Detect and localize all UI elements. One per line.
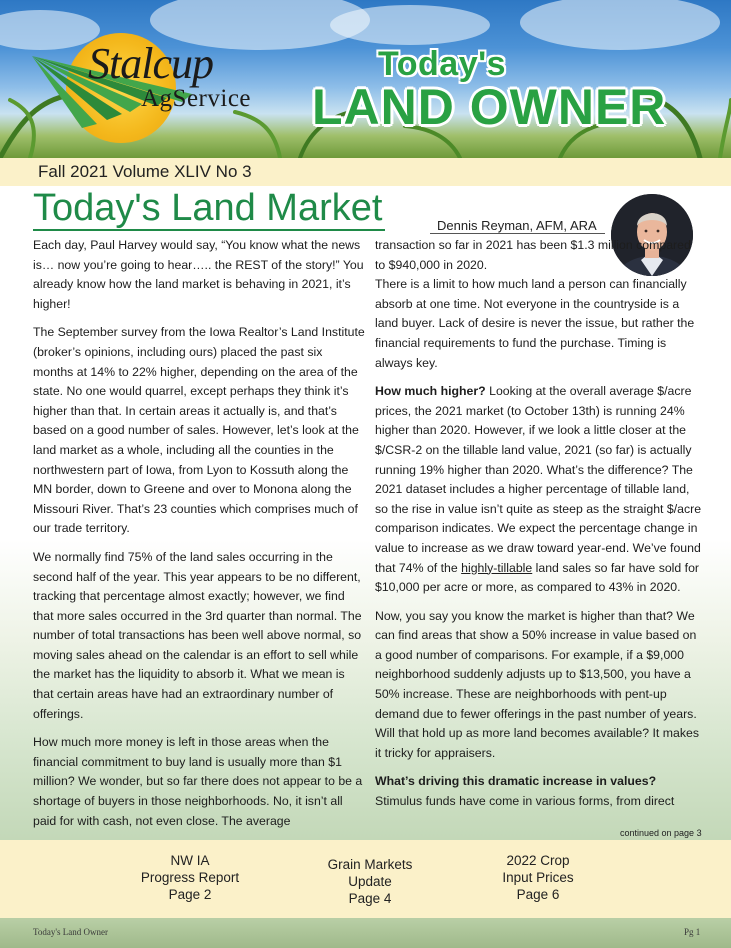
footer-item-line: Progress Report [140, 870, 240, 885]
article-column-2 [375, 236, 703, 821]
footer-item-progress-report[interactable] [120, 852, 260, 903]
footer-item-page: Page 6 [516, 887, 560, 902]
footer-item-line: Grain Markets [327, 857, 413, 872]
title-underline [33, 229, 385, 231]
running-title: Today's Land Owner [33, 927, 108, 937]
paragraph: We normally find 75% of the land sales occurring in the second half of the year. This year appears to be no different, tracking that percentage almost exactly; however, we find that more sales occurred in the 3rd quarter than normal. The number of total transactions has been well above normal, so moving sales ahead on the calendar is an effort to sell while the market has the liquidity to absorb it. What we mean is that certain areas have had an extraordinary number of offerings. [33, 549, 362, 721]
masthead-line-1: Today's [378, 45, 507, 83]
logo-subtitle: AgService [141, 85, 252, 112]
paragraph-text: Looking at the overall average $/acre prices, the 2021 market (to October 13th) is running 24% higher than 2020. However, if we look a little closer at the $/CSR-2 on the tillable land value, 2021 (so far) is actually running 19% higher than 2020. What’s the difference? The 2021 dataset includes a higher percentage of tillable land, so the rise in value isn’t quite as steep as the straight $/acre comparison indicates. We expect the percentage change in value to increase as we draw toward year-end. We’ve found that 74% of the [375, 384, 702, 575]
underlined-term: highly-tillable [461, 560, 533, 575]
footer-item-line: Input Prices [502, 870, 574, 885]
page-number: Pg 1 [684, 927, 701, 937]
footer-item-page: Page 2 [168, 887, 212, 902]
footer-item-page: Page 4 [348, 891, 392, 906]
subheading: How much higher? [375, 384, 486, 399]
paragraph-text: land sales so far have sold for $10,000 per acre or more, as compared to 43% in 2020. [375, 560, 700, 595]
footer-item-line: NW IA [170, 853, 210, 868]
paragraph [375, 382, 703, 598]
paragraph: How much more money is left in those areas when the financial commitment to buy land is usually more than $1 million? We wonder, but so far there does not appear to be a shortage of buyers in those neighborhoods. No, it isn’t all paid for with cash, not even close. The average [33, 735, 363, 828]
footer-item-line: 2022 Crop [506, 853, 570, 868]
paragraph: The September survey from the Iowa Realtor’s Land Institute (broker’s opinions, including ours) placed the past six months at 14% to 22% higher, depending on the area of the state. No one would quarrel, except perhaps they think it’s higher than that. In certain areas it actually is, and that’s based on a good number of sales. However, let’s look at the land market as a whole, including all the counties in the northwestern part of Iowa, from Lyon to Kossuth along the MN border, down to Greene and over to Monona along the Missouri River. That’s 23 counties which comprises much of our trade territory. [33, 325, 365, 536]
continued-note: continued on page 3 [620, 828, 702, 838]
masthead-banner [0, 0, 731, 158]
footer-item-input-prices[interactable] [468, 852, 608, 903]
subheading-text: What’s driving this dramatic increase in values? [375, 774, 657, 789]
author-byline: Dennis Reyman, AFM, ARA [437, 218, 597, 233]
article-column-1 [33, 236, 365, 840]
footer-item-line: Update [348, 874, 392, 889]
logo-name: Stalcup [88, 39, 213, 88]
paragraph: Stimulus funds have come in various forms, from direct [375, 794, 675, 809]
footer-item-grain-markets[interactable] [300, 856, 440, 907]
issue-label: Fall 2021 Volume XLIV No 3 [38, 162, 252, 181]
masthead-line-2: LAND OWNER [312, 79, 667, 135]
paragraph: Each day, Paul Harvey would say, “You know what the news is… now you’re going to hear….. the REST of the story!” You already know how the land market is behaving in 2021, it’s higher! [33, 238, 364, 311]
byline-rule [430, 233, 605, 234]
bottom-strip [0, 918, 731, 948]
article-title: Today's Land Market [33, 187, 383, 229]
paragraph: There is a limit to how much land a person can financially absorb at one time. Not everyone in the countryside is a land buyer. Lack of desire is never the issue, but rather the financial requirements to fund the purchase. Timing is always key. [375, 277, 695, 370]
paragraph: Now, you say you know the market is higher than that? We can find areas that show a 50% increase in value based on a good number of comparisons. For example, if a $9,000 neighborhood suddenly adjusts up to $13,500, you have a 50% increase. These are neighborhoods with pent-up demand due to fewer offerings in the past number of years. Will that hold up as more land becomes available? It makes it tricky for appraisers. [375, 608, 699, 760]
paragraph: transaction so far in 2021 has been $1.3 million compared to $940,000 in 2020. [375, 238, 691, 272]
subheading [375, 772, 703, 792]
